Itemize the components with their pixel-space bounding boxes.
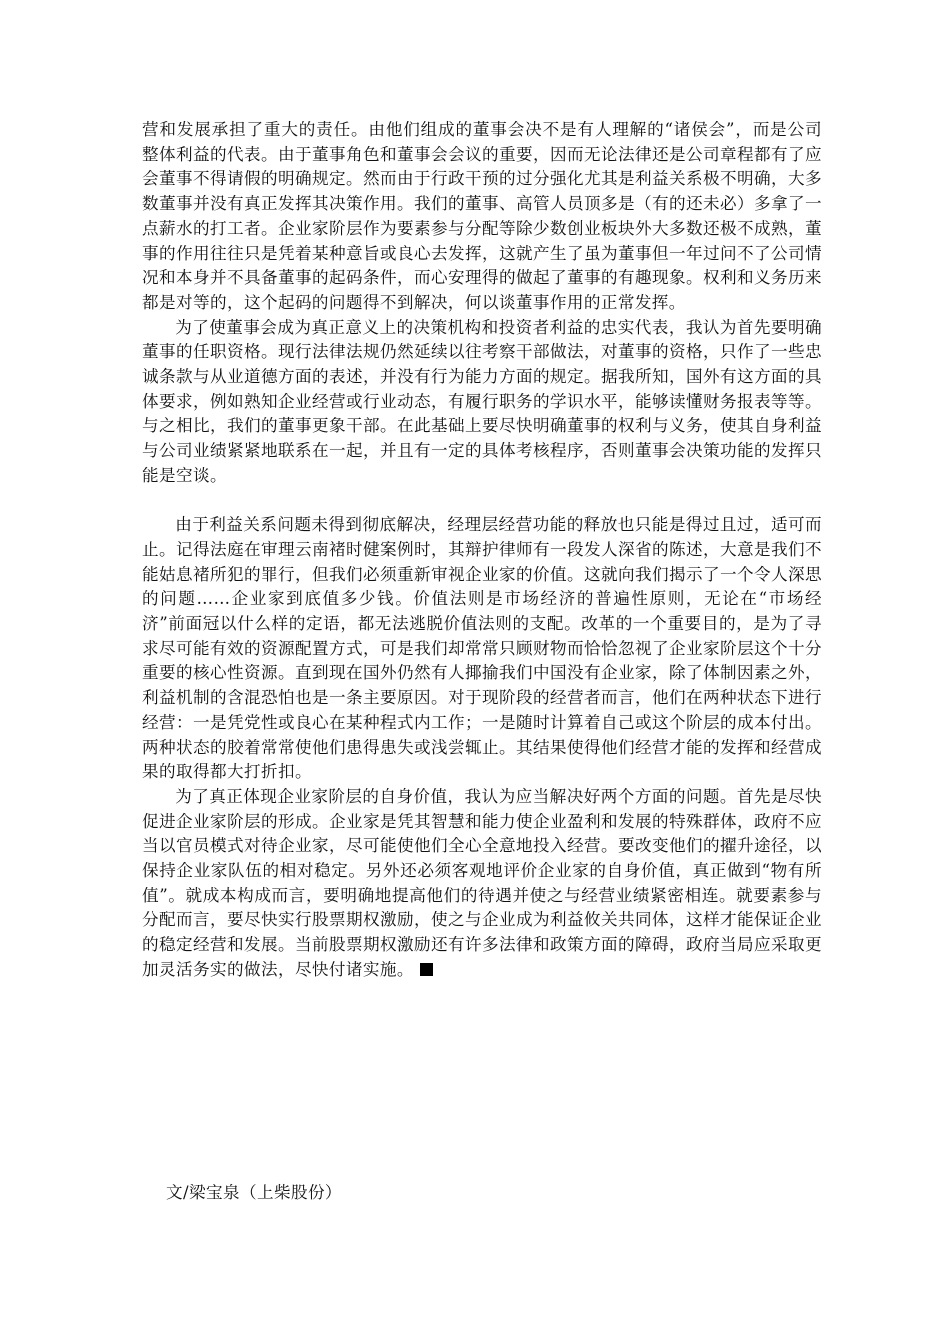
paragraph-gap xyxy=(142,489,822,514)
end-mark-icon xyxy=(420,963,433,976)
author-byline: 文/梁宝泉（上柴股份） xyxy=(166,1183,342,1202)
paragraph-continued: 营和发展承担了重大的责任。由他们组成的董事会决不是有人理解的“诸侯会”，而是公司整体利益的代表。由于董事角色和董事会会议的重要，因而无论法律还是公司章程都有了应会董事不得请假的明确规定。然而由于行政干预的过分强化尤其是利益关系极不明确，大多数董事并没有真正发挥其决策作用。我们的董事、高管人员顶多是（有的还未必）多拿了一点薪水的打工者。企业家阶层作为要素参与分配等除少数创业板块外大多数还极不成熟，董事的作用往往只是凭着某种意旨或良心去发挥，这就产生了虽为董事但一年过问不了公司情况和本身并不具备董事的起码条件，而心安理得的做起了董事的有趣现象。权利和义务历来都是对等的，这个起码的问题得不到解决，何以谈董事作用的正常发挥。 xyxy=(142,120,822,312)
paragraph-manager-interests: 由于利益关系问题未得到彻底解决，经理层经营功能的释放也只能是得过且过，适可而止。记得法庭在审理云南褚时健案例时，其辩护律师有一段发人深省的陈述，大意是我们不能姑息褚所犯的罪行，但我们必须重新审视企业家的价值。这就向我们揭示了一个令人深思的问题……企业家到底值多少钱。价值法则是市场经济的普遍性原则，无论在“市场经济”前面冠以什么样的定语，都无法逃脱价值法则的支配。改革的一个重要目的，是为了寻求尽可能有效的资源配置方式，可是我们却常常只顾财物而恰恰忽视了企业家阶层这个十分重要的核心性资源。直到现在国外仍然有人揶揄我们中国没有企业家，除了体制因素之外，利益机制的含混恐怕也是一条主要原因。对于现阶段的经营者而言，他们在两种状态下进行经营：一是凭党性或良心在某种程式内工作；一是随时计算着自己或这个阶层的成本付出。两种状态的胶着常常使他们患得患失或浅尝辄止。其结果使得他们经营才能的发挥和经营成果的取得都大打折扣。 xyxy=(142,515,822,782)
article-body xyxy=(142,118,822,983)
paragraph-entrepreneur-value xyxy=(142,785,822,983)
paragraph-entrepreneur-value-text: 为了真正体现企业家阶层的自身价值，我认为应当解决好两个方面的问题。首先是尽快促进企业家阶层的形成。企业家是凭其智慧和能力使企业盈利和发展的特殊群体，政府不应当以官员模式对待企业家，尽可能使他们全心全意地投入经营。要改变他们的擢升途径，以保持企业家队伍的相对稳定。另外还必须客观地评价企业家的自身价值，真正做到“物有所值”。就成本构成而言，要明确地提高他们的待遇并使之与经营业绩紧密相连。就要素参与分配而言，要尽快实行股票期权激励，使之与企业成为利益攸关共同体，这样才能保证企业的稳定经营和发展。当前股票期权激励还有许多法律和政策方面的障碍，政府当局应采取更加灵活务实的做法，尽快付诸实施。 xyxy=(142,786,822,979)
paragraph-director-qualifications: 为了使董事会成为真正意义上的决策机构和投资者利益的忠实代表，我认为首先要明确董事的任职资格。现行法律法规仍然延续以往考察干部做法，对董事的资格，只作了一些忠诚条款与从业道德方面的表述，并没有行为能力方面的规定。据我所知，国外有这方面的具体要求，例如熟知企业经营或行业动态，有履行职务的学识水平，能够读懂财务报表等等。与之相比，我们的董事更象干部。在此基础上要尽快明确董事的权利与义务，使其自身利益与公司业绩紧紧地联系在一起，并且有一定的具体考核程序，否则董事会决策功能的发挥只能是空谈。 xyxy=(142,317,822,485)
